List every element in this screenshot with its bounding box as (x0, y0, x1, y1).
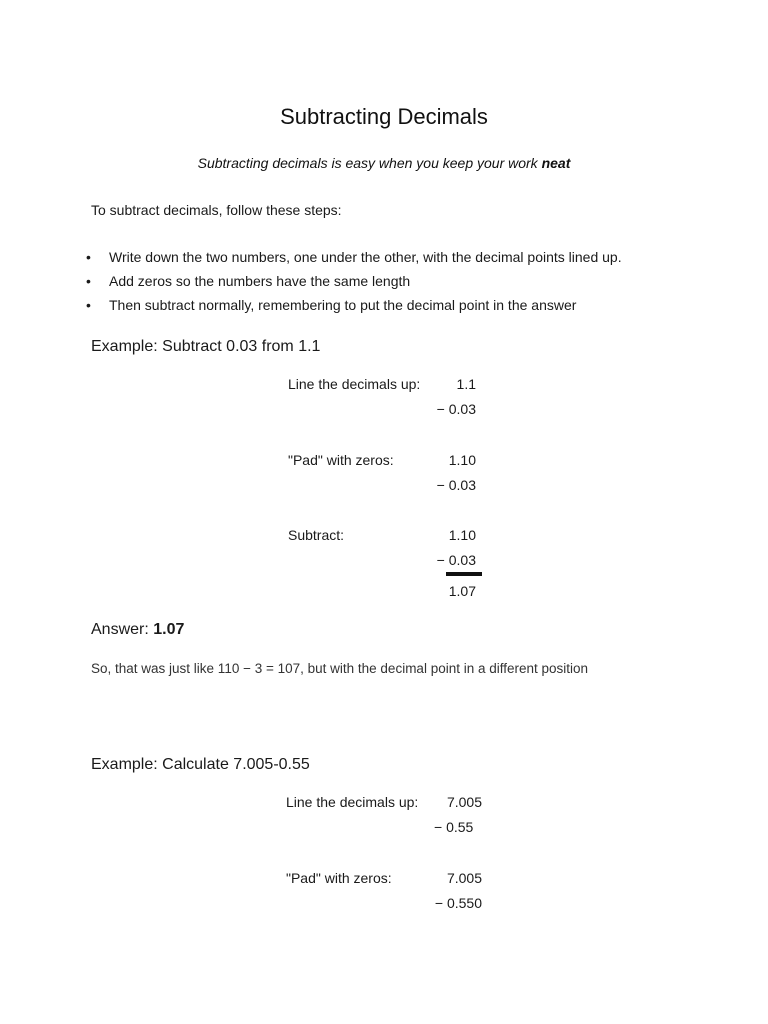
bullet-icon: • (86, 297, 91, 313)
bullet-icon: • (86, 249, 91, 265)
bullet-icon: • (86, 273, 91, 289)
step-text: Then subtract normally, remembering to put the decimal point in the answer (109, 297, 577, 313)
example-1-result: 1.07 (448, 583, 476, 599)
example-1-line-up-label: Line the decimals up: (288, 376, 421, 392)
list-item (86, 272, 622, 296)
list-item (86, 248, 622, 272)
example-1-subtract-label: Subtract: (288, 527, 345, 543)
page-title: Subtracting Decimals (280, 104, 488, 129)
step-text: Add zeros so the numbers have the same length (109, 273, 411, 289)
answer-label: Answer: (91, 621, 154, 638)
subtitle-text: Subtracting decimals is easy when you keep your work (197, 155, 542, 171)
step-text: Write down the two numbers, one under the other, with the decimal points lined up. (109, 249, 622, 265)
explanation-note: So, that was just like 110 − 3 = 107, but with the decimal point in a different position (91, 661, 589, 676)
example-1-line-up-top: 1.1 (456, 376, 476, 392)
example-2-line-up-bottom: − 0.55 (434, 819, 474, 835)
example-2-pad-label: "Pad" with zeros: (286, 870, 392, 886)
intro-text: To subtract decimals, follow these steps: (91, 202, 342, 218)
example-1-pad-bottom: − 0.03 (436, 477, 476, 493)
example-2-pad-top: 7.005 (446, 870, 482, 886)
answer-value: 1.07 (153, 621, 185, 638)
example-1-pad-label: "Pad" with zeros: (288, 452, 394, 468)
answer (91, 621, 184, 639)
subtitle-emphasis: neat (541, 155, 571, 171)
example-1-subtract-top: 1.10 (448, 527, 476, 543)
example-2-pad-bottom: − 0.550 (434, 895, 482, 911)
example-2-line-up-label: Line the decimals up: (286, 794, 419, 810)
example-2-line-up-top: 7.005 (446, 794, 482, 810)
page-subtitle (0, 155, 768, 171)
example-1-line-up-bottom: − 0.03 (436, 401, 476, 417)
example-2-heading: Example: Calculate 7.005-0.55 (91, 756, 310, 773)
subtraction-line (446, 572, 482, 576)
example-1-subtract-bottom: − 0.03 (436, 552, 476, 568)
example-1-pad-top: 1.10 (448, 452, 476, 468)
steps-list (86, 248, 622, 320)
list-item (86, 296, 622, 320)
example-1-heading: Example: Subtract 0.03 from 1.1 (91, 338, 321, 355)
